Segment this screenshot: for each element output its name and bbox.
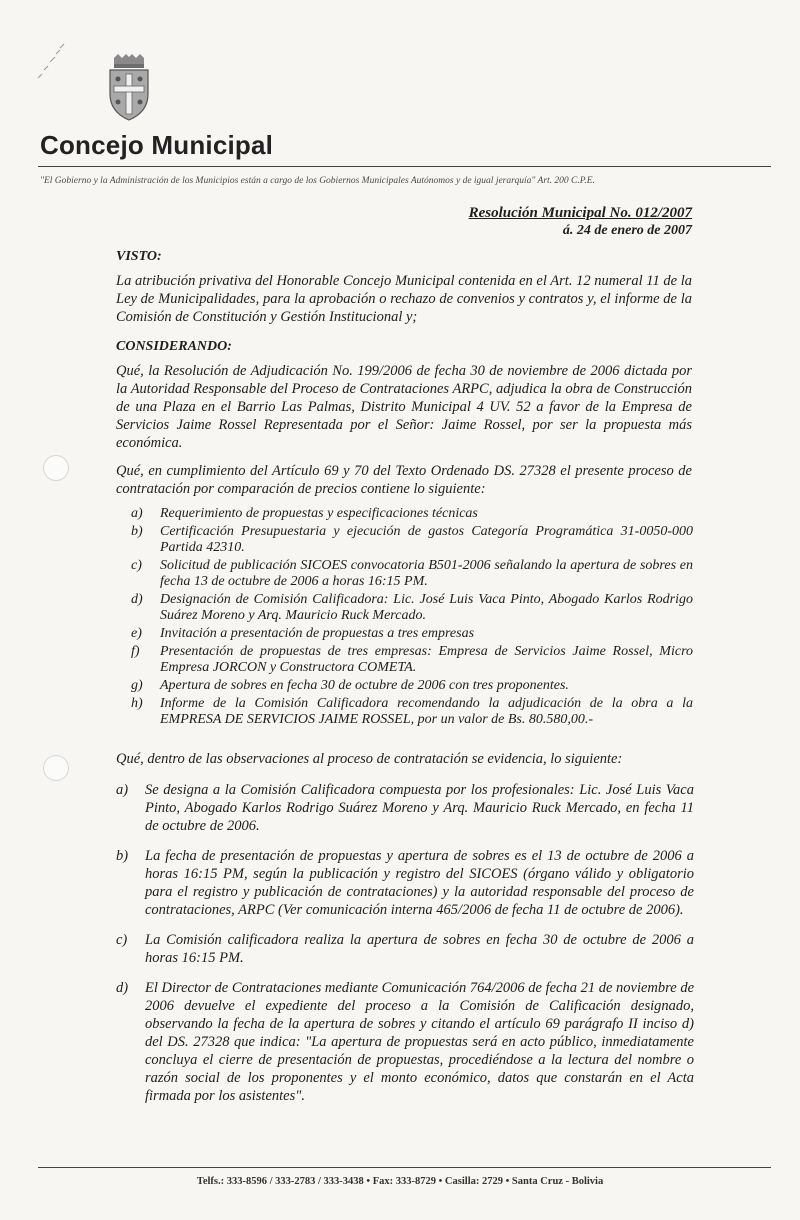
list-item-text: Certificación Presupuestaria y ejecución de gastos Categoría Programática 31-0050-000 Partida 42310. <box>160 524 693 555</box>
list-marker: d) <box>131 592 143 607</box>
list-item-text: Presentación de propuestas de tres empresas: Empresa de Servicios Jaime Rossel, Micro Empresa JORCON y Constructora COMETA. <box>160 644 693 675</box>
list-marker: g) <box>131 678 143 693</box>
punch-hole <box>43 755 69 781</box>
list-item-text: Apertura de sobres en fecha 30 de octubre de 2006 con tres proponentes. <box>160 678 569 693</box>
list-item-text: El Director de Contrataciones mediante Comunicación 764/2006 de fecha 21 de noviembre de 2006 devuelve el expediente del proceso a la Comisión de Calificación designado, observando la fecha de la apertura de sobres y citando el artículo 69 parágrafo II inciso d) del DS. 27328 que indica: "La apertura de propuestas será en acto público, inmediatamente concluya el cierre de presentación de propuestas, procediéndose a la lectura del nombre o razón social de los proponentes y el monto económico, datos que constarán en el Acta firmada por los asistentes". <box>145 980 695 1104</box>
list-item <box>131 678 693 694</box>
list-item <box>116 847 694 919</box>
list-item <box>131 524 693 556</box>
considerando-paragraph-3: Qué, dentro de las observaciones al proceso de contratación se evidencia, lo siguiente: <box>116 751 623 767</box>
list-item-text: La fecha de presentación de propuestas y apertura de sobres es el 13 de octubre de 2006 a horas 16:15 PM, según la publicación y registro del SICOES (órgano válido y obligatorio para el registro y publicación de contrataciones) y la autoridad responsable del proceso de contrataciones, ARPC (Ver comunicación interna 465/2006 de fecha 11 de octubre de 2006). <box>145 848 694 918</box>
pen-scratch-mark <box>30 40 80 90</box>
considerando-paragraph-1: Qué, la Resolución de Adjudicación No. 199/2006 de fecha 30 de noviembre de 2006 dictada por la Autoridad Responsable del Proceso de Contrataciones ARPC, adjudica la obra de Construcción de una Plaza en el Barrio Las Palmas, Distrito Municipal 4 UV. 52 a favor de la Empresa de Servicios Jaime Rossel Representada por el Señor: Jaime Rossel, por ser la propuesta más económica. <box>116 363 692 451</box>
list-item-text: Solicitud de publicación SICOES convocatoria B501-2006 señalando la apertura de sobres en fecha 13 de octubre de 2006 a horas 16:15 PM. <box>160 558 693 589</box>
list-marker: a) <box>131 506 143 521</box>
considerando-heading: CONSIDERANDO: <box>116 339 232 354</box>
list-marker: e) <box>131 626 142 641</box>
list-item-text: Invitación a presentación de propuestas a tres empresas <box>160 626 475 641</box>
list-marker: c) <box>131 558 142 573</box>
list-item <box>131 506 693 522</box>
list-item-text: Informe de la Comisión Calificadora recomendando la adjudicación de la obra a la EMPRESA DE SERVICIOS JAIME ROSSEL, por un valor de Bs. 80.580,00.- <box>160 696 693 727</box>
list-marker: c) <box>116 932 128 948</box>
list-marker: f) <box>131 644 140 659</box>
visto-paragraph: La atribución privativa del Honorable Concejo Municipal contenida en el Art. 12 numeral 11 de la Ley de Municipalidades, para la aprobación o rechazo de convenios y contratos y, el informe de la Comisión de Constitución y Gestión Institucional y; <box>116 273 692 325</box>
list-item-text: Se designa a la Comisión Calificadora compuesta por los profesionales: Lic. José Luis Vaca Pinto, Abogado Karlos Rodrigo Suárez Moreno y Arq. Mauricio Ruck Mercado, en fecha 11 de octubre de 2006. <box>145 782 694 834</box>
footer-contact: Telfs.: 333-8596 / 333-2783 / 333-3438 • Fax: 333-8729 • Casilla: 2729 • Santa Cruz - Bolivia <box>196 1176 604 1187</box>
organization-name: Concejo Municipal <box>40 130 274 160</box>
list-item-text: Requerimiento de propuestas y especificaciones técnicas <box>160 506 478 521</box>
list-marker: d) <box>116 980 129 996</box>
considerando-paragraph-2: Qué, en cumplimiento del Artículo 69 y 70 del Texto Ordenado DS. 27328 el presente proceso de contratación por comparación de precios contiene lo siguiente: <box>116 463 692 497</box>
list-item-text: La Comisión calificadora realiza la apertura de sobres en fecha 30 de octubre de 2006 a horas 16:15 PM. <box>145 932 694 966</box>
list-item <box>131 558 693 590</box>
header-motto: "El Gobierno y la Administración de los Municipios están a cargo de los Gobiernos Municipales Autónomos y de igual jerarquía" Art. 200 C.P.E. <box>40 176 595 186</box>
list-item <box>116 979 694 1105</box>
list-item <box>131 696 693 728</box>
list-item <box>116 781 694 835</box>
list-marker: b) <box>131 524 143 539</box>
list-item <box>116 931 694 967</box>
list-marker: a) <box>116 782 129 798</box>
list-marker: h) <box>131 696 143 711</box>
list-item <box>131 644 693 676</box>
visto-heading: VISTO: <box>116 249 162 264</box>
list-item <box>131 592 693 624</box>
observations-list <box>116 781 694 1105</box>
resolution-date: á. 24 de enero de 2007 <box>562 223 692 238</box>
list-item <box>131 626 693 642</box>
process-checklist <box>131 506 693 730</box>
footer-divider <box>38 1167 771 1168</box>
list-marker: b) <box>116 848 129 864</box>
header-divider <box>38 166 771 167</box>
list-item-text: Designación de Comisión Calificadora: Lic. José Luis Vaca Pinto, Abogado Karlos Rodrigo Suárez Moreno y Arq. Mauricio Ruck Mercado. <box>160 592 693 623</box>
punch-hole <box>43 455 69 481</box>
resolution-title: Resolución Municipal No. 012/2007 <box>468 205 692 221</box>
municipal-crest-icon <box>104 52 154 122</box>
